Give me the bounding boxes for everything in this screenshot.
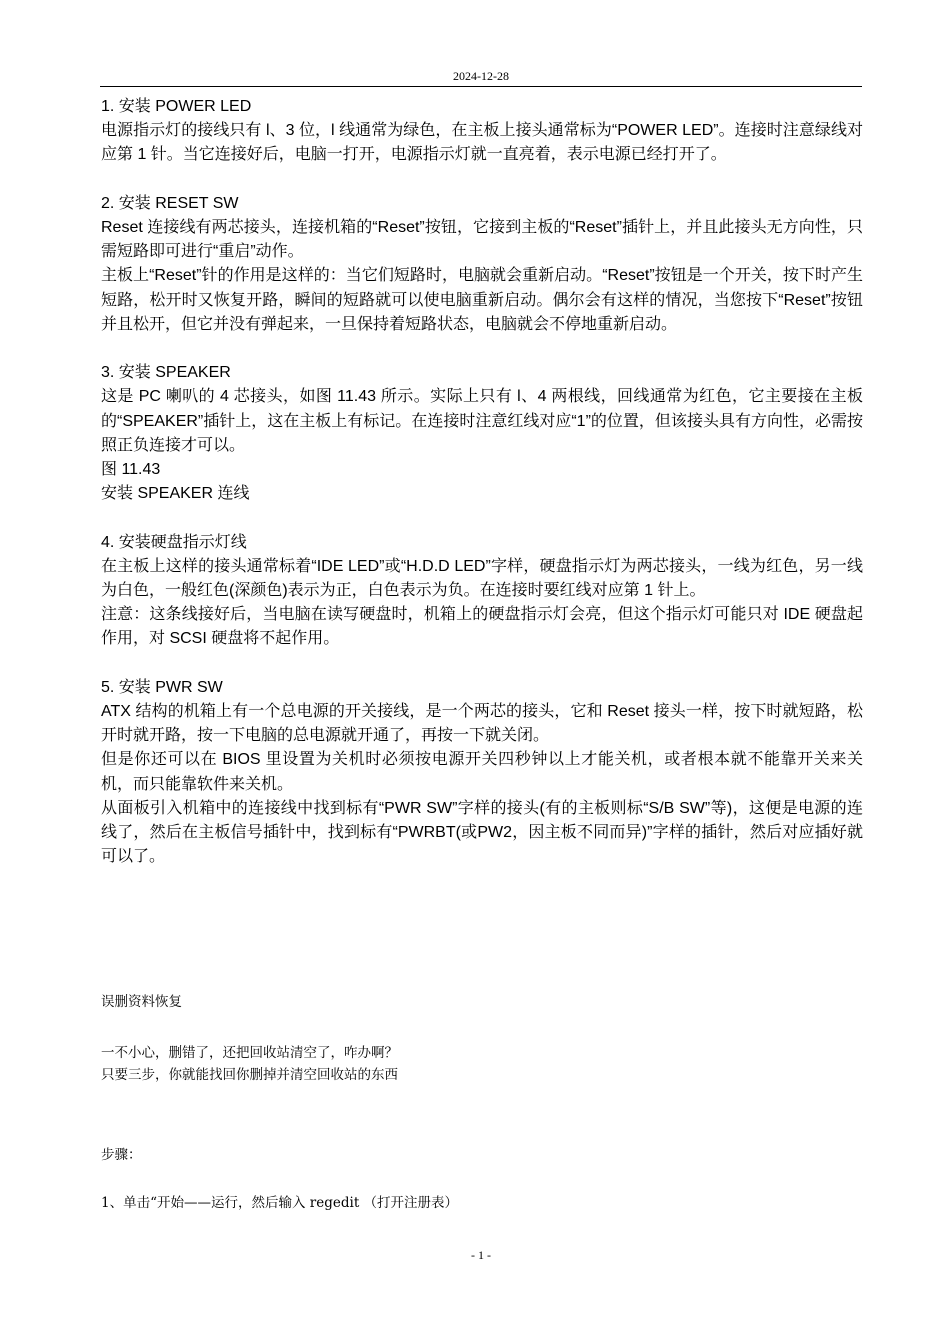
steps-label-text: 步骤： bbox=[101, 1147, 142, 1163]
recovery-intro-line: 一不小心，删错了，还把回收站清空了，咋办啊？ bbox=[101, 1045, 398, 1061]
figure-number: 图 11.43 bbox=[101, 461, 161, 479]
section-2-paragraph: 主板上“Reset”针的作用是这样的：当它们短路时，电脑就会重新启动。“Reset”按钮是一个开关，按下时产生短路，松开时又恢复开路，瞬间的短路就可以使电脑重新启动。偶尔会有这样的情况，当您按下“Reset”按钮并且松开，但它并没有弹起来，一旦保持着短路状态，电脑就会不停地重新启动。 bbox=[101, 267, 863, 333]
section-1-title: 1. 安装 POWER LED bbox=[101, 98, 252, 115]
section-4-note: 注意：这条线接好后，当电脑在读写硬盘时，机箱上的硬盘指示灯会亮，但这个指示灯可能只对 IDE 硬盘起作用，对 SCSI 硬盘将不起作用。 bbox=[101, 606, 863, 648]
recovery-title-text: 误删资料恢复 bbox=[101, 994, 182, 1010]
page-header-date: 2024-12-28 bbox=[453, 69, 509, 83]
section-3-title: 3. 安装 SPEAKER bbox=[101, 364, 231, 382]
recovery-title bbox=[101, 991, 863, 1013]
section-5-title: 5. 安装 PWR SW bbox=[101, 678, 223, 696]
page-number: - 1 - bbox=[471, 1248, 491, 1262]
section-gap bbox=[101, 168, 863, 192]
header-rule bbox=[100, 86, 862, 87]
figure-caption: 安装 SPEAKER 连线 bbox=[101, 485, 250, 503]
section-5-paragraph: 从面板引入机箱中的连接线中找到标有“PWR SW”字样的接头(有的主板则标“S/B SW”等)，这便是电源的连线了，然后在主板信号插针中，找到标有“PWRBT(或PW2，因主板不同而异)”字样的插针，然后对应插好就可以了。 bbox=[101, 799, 863, 866]
section-2-paragraph: Reset 连接线有两芯接头，连接机箱的“Reset”按钮，它接到主板的“Reset”插针上，并且此接头无方向性，只需短路即可进行“重启”动作。 bbox=[101, 219, 863, 261]
recovery-intro-line: 只要三步，你就能找回你删掉并清空回收站的东西 bbox=[101, 1067, 398, 1083]
document-body bbox=[101, 95, 863, 869]
section-2-title: 2. 安装 RESET SW bbox=[101, 194, 239, 212]
section-3-paragraph: 这是 PC 喇叭的 4 芯接头，如图 11.43 所示。实际上只有 l、4 两根线，回线通常为红色，它主要接在主板的“SPEAKER”插针上，这在主板上有标记。在连接时注意红线对应“1”的位置，但该接头具有方向性，必需按照正负连接才可以。 bbox=[101, 388, 863, 454]
section-gap bbox=[101, 337, 863, 361]
section-gap bbox=[101, 652, 863, 676]
section-4-paragraph: 在主板上这样的接头通常标着“IDE LED”或“H.D.D LED”字样，硬盘指示灯为两芯接头，一线为红色，另一线为白色，一般红色(深颜色)表示为正，白色表示为负。在连接时要红线对应第 1 针上。 bbox=[101, 557, 863, 600]
section-gap bbox=[101, 506, 863, 530]
section-4-title: 4. 安装硬盘指示灯线 bbox=[101, 533, 247, 551]
step-1-text: 1、单击“开始——运行，然后输入 regedit （打开注册表） bbox=[101, 1195, 459, 1211]
steps-label bbox=[101, 1144, 863, 1166]
recovery-intro bbox=[101, 1042, 863, 1086]
section-1-paragraph: 电源指示灯的接线只有 l、3 位，l 线通常为绿色，在主板上接头通常标为“POWER LED”。连接时注意绿线对应第 1 针。当它连接好后，电脑一打开，电源指示灯就一直亮着，表示电源已经打开了。 bbox=[101, 122, 863, 164]
section-5-paragraph: 但是你还可以在 BIOS 里设置为关机时必须按电源开关四秒钟以上才能关机，或者根本就不能靠开关来关机，而只能靠软件来关机。 bbox=[101, 751, 863, 793]
step-1 bbox=[101, 1192, 863, 1214]
section-5-paragraph: ATX 结构的机箱上有一个总电源的开关接线，是一个两芯的接头，它和 Reset 接头一样，按下时就短路，松开时就开路，按一下电脑的总电源就开通了，再按一下就关闭。 bbox=[101, 703, 863, 745]
